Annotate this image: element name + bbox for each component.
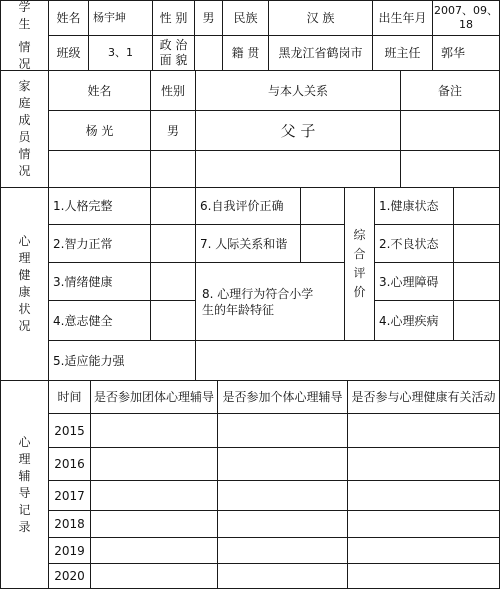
class-label: 班级 bbox=[56, 46, 81, 60]
evaluation-item: 3.心理障碍 bbox=[379, 274, 439, 289]
row-line bbox=[48, 510, 499, 511]
label-char: 合 bbox=[353, 247, 366, 261]
label-char: 综 bbox=[353, 228, 366, 242]
label-char: 学 bbox=[18, 0, 31, 14]
gender-label: 性 别 bbox=[159, 11, 188, 25]
label-char: 录 bbox=[18, 519, 31, 534]
health-item-8: 8. 心理行为符合小学生的年龄特征 bbox=[202, 286, 314, 317]
label-char: 记 bbox=[18, 502, 31, 517]
teacher-label: 班主任 bbox=[384, 46, 421, 60]
label-char: 康 bbox=[18, 285, 31, 299]
label-char: 庭 bbox=[18, 96, 31, 110]
label-char: 生 bbox=[18, 16, 31, 31]
label-char: 健 bbox=[18, 268, 31, 282]
label-char: 情 bbox=[18, 39, 31, 54]
origin-label: 籍 贯 bbox=[231, 46, 260, 60]
row-line bbox=[48, 150, 499, 151]
family-section-label bbox=[1, 71, 48, 187]
health-item: 5.适应能力强 bbox=[53, 353, 125, 368]
label-char: 理 bbox=[18, 251, 31, 265]
col-line bbox=[300, 187, 301, 262]
row-line bbox=[48, 563, 499, 564]
counseling-year: 2020 bbox=[54, 569, 85, 583]
politics-label bbox=[153, 36, 194, 70]
teacher-value: 郭华 bbox=[441, 46, 466, 60]
label-char: 成 bbox=[18, 113, 31, 127]
birth-value-line2: 18 bbox=[459, 18, 473, 31]
counseling-header-activities: 是否参与心理健康有关活动 bbox=[351, 390, 496, 404]
label-char: 价 bbox=[353, 285, 366, 299]
class-value: 3、1 bbox=[108, 46, 133, 59]
family-member-gender: 男 bbox=[166, 123, 179, 138]
health-item: 6.自我评价正确 bbox=[200, 199, 284, 213]
family-header-name: 姓名 bbox=[87, 83, 112, 98]
label-char: 理 bbox=[18, 451, 31, 466]
ethnicity-label: 民族 bbox=[233, 11, 258, 25]
name-label: 姓名 bbox=[56, 11, 81, 25]
label-char: 员 bbox=[18, 130, 31, 144]
gender-value: 男 bbox=[202, 11, 215, 25]
row-line bbox=[48, 447, 499, 448]
counseling-year: 2015 bbox=[54, 423, 85, 438]
family-header-gender: 性别 bbox=[160, 83, 185, 98]
family-member-note bbox=[401, 111, 499, 150]
student-info-section-label bbox=[1, 1, 48, 70]
health-item: 4.意志健全 bbox=[53, 313, 113, 328]
evaluation-item: 1.健康状态 bbox=[379, 199, 439, 213]
label-char: 心 bbox=[18, 434, 31, 449]
label-char: 导 bbox=[18, 485, 31, 500]
family-header-relation: 与本人关系 bbox=[267, 83, 328, 98]
row-line bbox=[48, 537, 499, 538]
label-char: 心 bbox=[18, 234, 31, 248]
evaluation-item: 4.心理疾病 bbox=[379, 313, 439, 328]
label-char: 辅 bbox=[18, 468, 31, 483]
health-item: 7. 人际关系和谐 bbox=[200, 236, 288, 251]
counseling-header-individual: 是否参加个体心理辅导 bbox=[222, 390, 343, 404]
politics-value bbox=[195, 36, 222, 70]
ethnicity-value: 汉 族 bbox=[306, 11, 335, 25]
row-line bbox=[48, 480, 499, 481]
label-char: 状 bbox=[18, 302, 31, 316]
origin-value: 黑龙江省鹤岗市 bbox=[278, 46, 363, 60]
label-char: 况 bbox=[18, 164, 31, 178]
label-char: 情 bbox=[18, 147, 31, 161]
counseling-header-time: 时间 bbox=[57, 390, 82, 404]
birth-label: 出生年月 bbox=[378, 11, 427, 25]
health-section-label bbox=[1, 188, 48, 380]
health-item: 3.情绪健康 bbox=[53, 274, 113, 289]
row-line bbox=[48, 413, 499, 414]
col-line bbox=[150, 187, 151, 340]
counseling-year: 2016 bbox=[54, 457, 85, 471]
label-char: 况 bbox=[18, 56, 31, 71]
counseling-year: 2019 bbox=[54, 543, 85, 558]
counseling-year: 2018 bbox=[54, 517, 85, 531]
politics-label-line1: 政 治 bbox=[159, 38, 188, 52]
evaluation-item: 2.不良状态 bbox=[379, 236, 439, 251]
label-char: 评 bbox=[353, 266, 366, 280]
family-member-name: 杨 光 bbox=[85, 123, 114, 138]
family-header-note: 备注 bbox=[437, 83, 462, 98]
counseling-section-label bbox=[1, 381, 48, 588]
label-char: 家 bbox=[18, 79, 31, 93]
politics-label-line2: 面 貌 bbox=[159, 53, 188, 67]
counseling-year: 2017 bbox=[54, 488, 85, 503]
health-item: 1.人格完整 bbox=[53, 199, 113, 213]
label-char: 况 bbox=[18, 319, 31, 333]
overall-evaluation-label bbox=[345, 188, 374, 340]
col-line bbox=[453, 187, 454, 340]
counseling-header-group: 是否参加团体心理辅导 bbox=[93, 390, 214, 404]
birth-value-line1: 2007、09、 bbox=[434, 4, 498, 17]
health-item: 2.智力正常 bbox=[53, 236, 113, 251]
birth-value bbox=[433, 1, 499, 35]
name-value: 杨宇坤 bbox=[93, 11, 126, 24]
family-member-relation: 父 子 bbox=[280, 121, 316, 140]
